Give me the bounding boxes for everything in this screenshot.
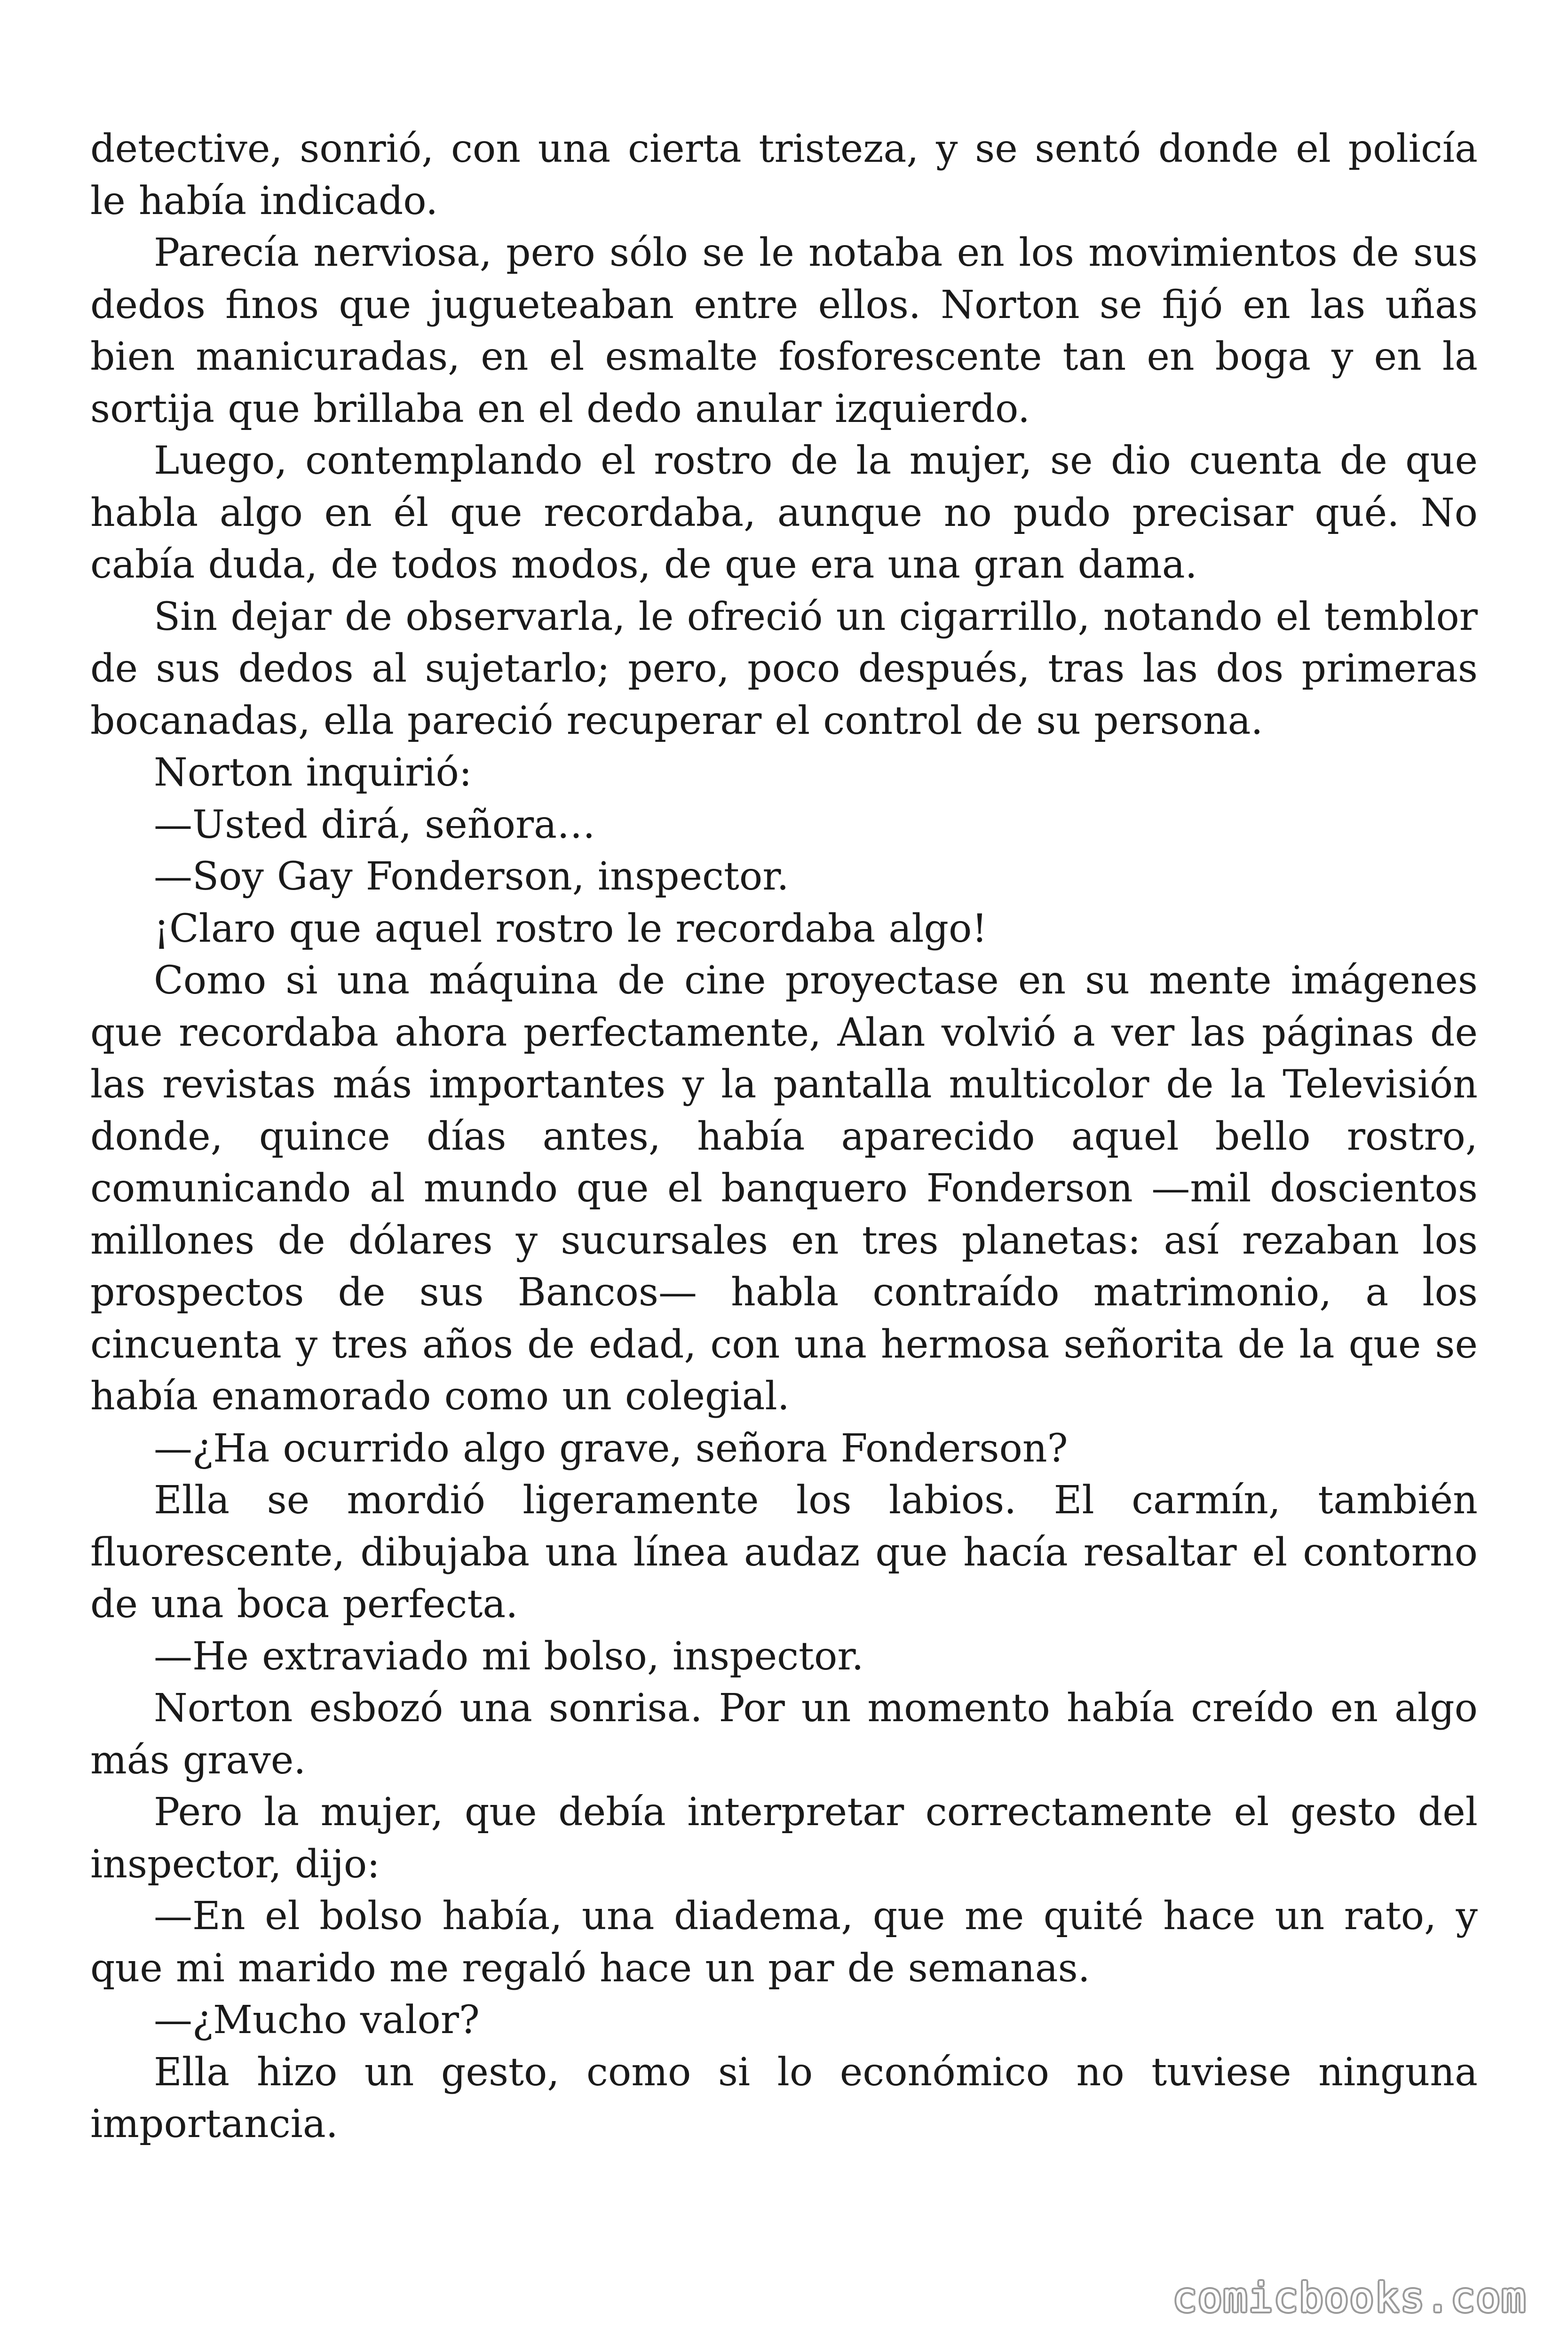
- paragraph-9: Como si una máquina de cine proyectase en su mente imágenes que recordaba ahora perfectamente, Alan volvió a ver las páginas de las revistas más importantes y la pantalla multicolor de la Televisión donde, quince días antes, había aparecido aquel bello rostro, comunicando al mundo que el banquero Fonderson —mil doscientos millones de dólares y sucursales en tres planetas: así rezaban los prospectos de sus Bancos— habla contraído matrimonio, a los cincuenta y tres años de edad, con una hermosa señorita de la que se había enamorado como un colegial.: [90, 958, 1478, 1419]
- paragraph-15: —En el bolso había, una diadema, que me quité hace un rato, y que mi marido me regaló hace un par de semanas.: [90, 1894, 1478, 1991]
- paragraph-17: Ella hizo un gesto, como si lo económico no tuviese ninguna importancia.: [90, 2050, 1478, 2146]
- paragraph-3: Luego, contemplando el rostro de la mujer, se dio cuenta de que habla algo en él que recordaba, aunque no pudo precisar qué. No cabía duda, de todos modos, de que era una gran dama.: [90, 438, 1478, 587]
- paragraph-16: —¿Mucho valor?: [154, 1998, 480, 2042]
- paragraph-4: Sin dejar de observarla, le ofreció un cigarrillo, notando el temblor de sus dedos al sujetarlo; pero, poco después, tras las dos primeras bocanadas, ella pareció recuperar el control de su persona.: [90, 594, 1478, 743]
- paragraph-1: detective, sonrió, con una cierta tristeza, y se sentó donde el policía le había indicado.: [90, 127, 1478, 223]
- paragraph-14: Pero la mujer, que debía interpretar correctamente el gesto del inspector, dijo:: [90, 1790, 1478, 1887]
- paragraph-11: Ella se mordió ligeramente los labios. El carmín, también fluorescente, dibujaba una línea audaz que hacía resaltar el contorno de una boca perfecta.: [90, 1478, 1478, 1627]
- paragraph-2: Parecía nerviosa, pero sólo se le notaba en los movimientos de sus dedos finos que jugueteaban entre ellos. Norton se fijó en las uñas bien manicuradas, en el esmalte fosforescente tan en boga y en la sortija que brillaba en el dedo anular izquierdo.: [90, 230, 1478, 431]
- paragraph-6: —Usted dirá, señora…: [154, 802, 596, 847]
- paragraph-13: Norton esbozó una sonrisa. Por un momento había creído en algo más grave.: [90, 1686, 1478, 1783]
- paragraph-8: ¡Claro que aquel rostro le recordaba algo!: [154, 906, 988, 951]
- paragraph-10: —¿Ha ocurrido algo grave, señora Fonderson?: [154, 1426, 1068, 1471]
- paragraph-12: —He extraviado mi bolso, inspector.: [154, 1634, 864, 1679]
- page-body: [90, 123, 1478, 2151]
- paragraph-7: —Soy Gay Fonderson, inspector.: [154, 854, 789, 899]
- watermark: comicbooks.com: [1172, 2274, 1527, 2321]
- paragraph-5: Norton inquirió:: [154, 750, 472, 795]
